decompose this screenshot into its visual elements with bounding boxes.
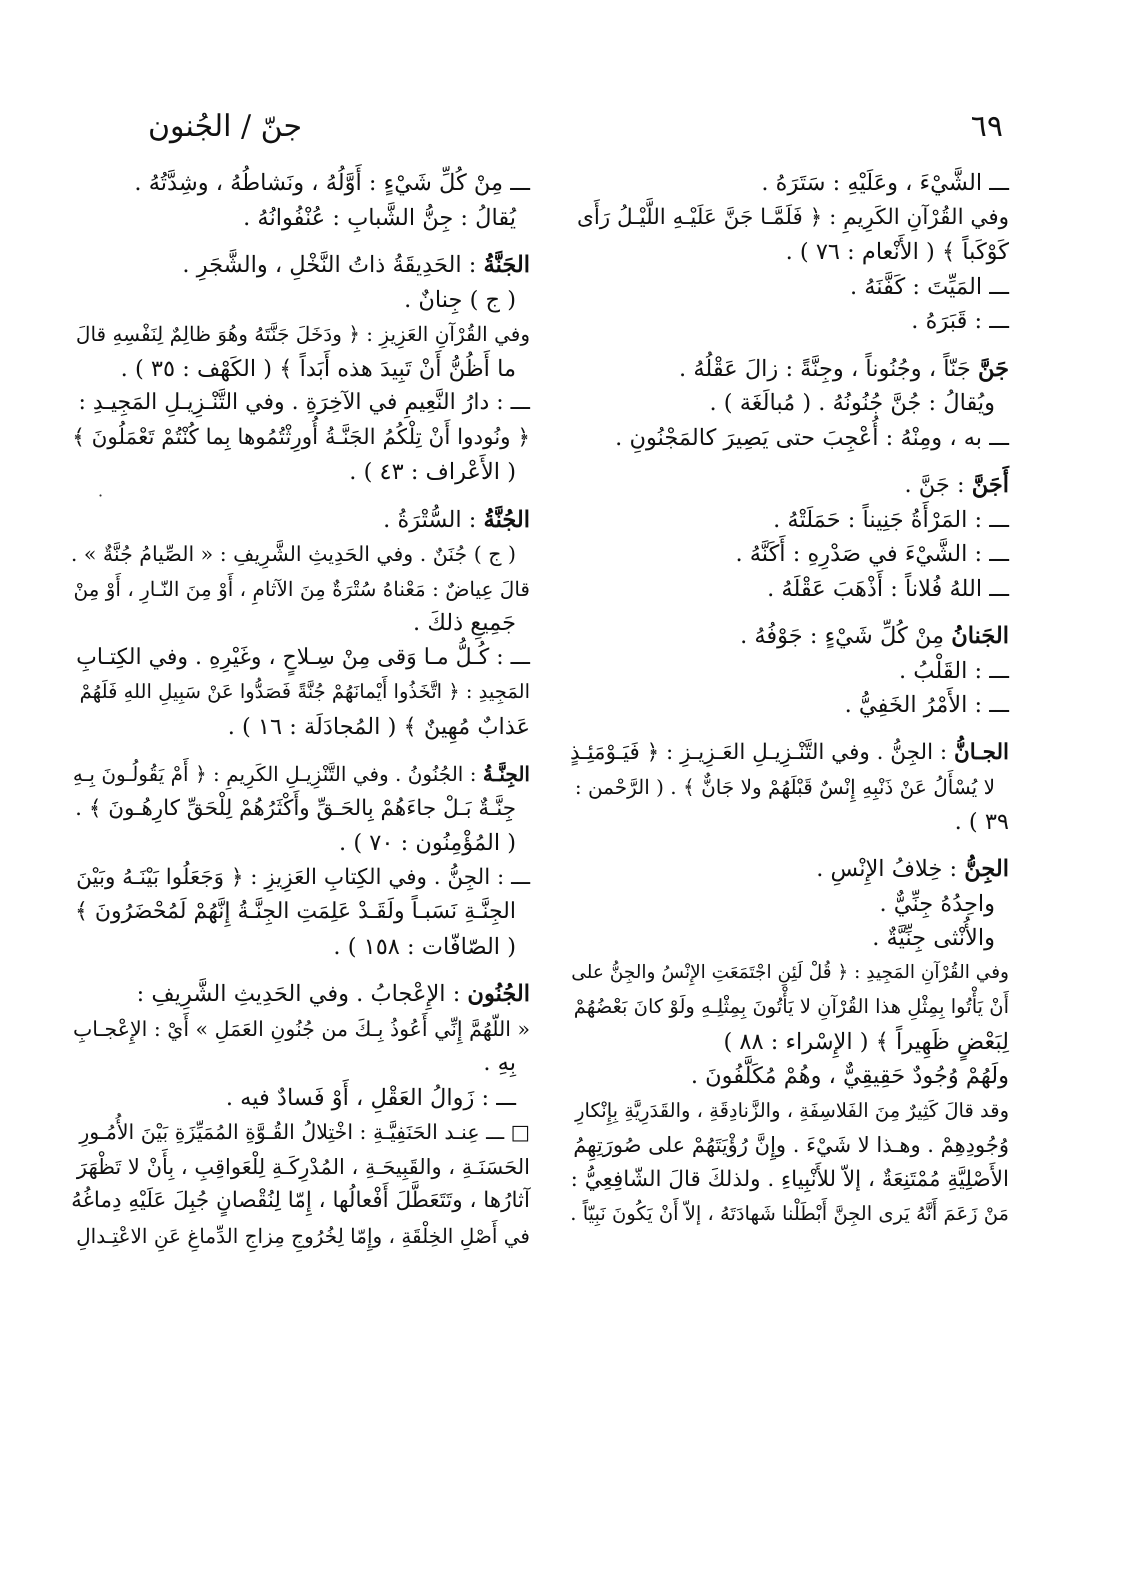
text-line [569,1059,1009,1094]
dictionary-entry [70,503,530,745]
line-text: الحَسَنَـةِ ، والقَبِيحَـةِ ، المُدْرِكَـةِ لِلْعَواقِبِ ، بِأَنْ لا تَظْهَرَ [76,1154,530,1179]
line-text: ـــ مِنْ كُلِّ شَيْءٍ : أَوَّلُهُ ، ونَشاطُهُ ، وشِدَّتُهُ . [134,170,530,196]
line-text: وقد قالَ كَثِيرٌ مِنَ الفَلاسِفَةِ ، والزَّنادِقَةِ ، والقَدَرِيَّةِ بِإِنْكارِ [575,1098,1009,1122]
text-line [70,503,530,538]
running-header: جنّ / الجُنون [148,109,302,144]
text-line [569,166,1009,201]
line-text: ولَهُمْ وُجُودٌ حَقِيقِيٌّ ، وهُمْ مُكَلَّفُونَ . [690,1063,1009,1089]
text-line [70,930,530,965]
line-text: وفي القُرْآنِ المَجِيدِ : ﴿ قُلْ لَئِنِ اجْتَمَعَتِ الإِنْسُ والجِنُّ على [571,961,1009,983]
line-text: ـــ : الشَّيْءَ في صَدْرِهِ : أَكَنَّهُ . [735,541,1009,567]
text-line [569,270,1009,305]
text-line [70,1184,530,1219]
headword: الجَنَّةُ [483,252,530,278]
text-line [569,201,1009,236]
dictionary-entry [569,468,1009,606]
text-line [70,1046,530,1081]
headword: الجِنُّ [964,856,1009,882]
headword: الجُنَّةُ [483,506,530,533]
text-line [569,921,1009,956]
text-line [70,386,530,421]
text-line [569,421,1009,456]
page-number: ٦٩ [970,109,1003,144]
headword: الجَنانُ [951,623,1009,649]
text-line [70,166,530,201]
line-text: « اللّهُمَّ إِنِّي أَعُوذُ بِـكَ من جُنُونِ العَمَلِ » أَيْ : الإِعْجـابِ [72,1016,530,1041]
line-text: مِنْ كُلِّ شَيْءٍ : جَوْفُهُ . [740,623,952,649]
text-line [70,675,530,710]
text-line [70,1081,530,1116]
line-text: ـــ اللهُ فُلاناً : أَذْهَبَ عَقْلَهُ . [767,575,1009,602]
line-text: ( المُؤْمِنُون : ٧٠ ) . [339,830,516,856]
line-text: ـــ : دارُ النَّعِيمِ في الآخِرَةِ . وفي التَّنْـزِيـلِ المَجِيـدِ : [78,390,530,415]
text-line [70,861,530,896]
line-text: قالَ عِياضٌ : مَعْناهُ سُتْرَةٌ مِنَ الآثامِ ، أَوْ مِنَ النّـارِ ، أَوْ مِنْ [73,576,530,601]
line-text: : الجُنُونُ . وفي التَّنْزِيـلِ الكَرِيمِ : ﴿ أَمْ يَقُولُـونَ بِـهِ [72,762,483,786]
headword: أَجَنَّ [971,472,1009,498]
text-line [70,1150,530,1185]
line-text: ( الأَعْراف : ٤٣ ) . [349,459,516,485]
text-line [70,1219,530,1254]
line-text: : الإِعْجابُ . وفي الحَدِيثِ الشَّرِيفِ : [136,981,468,1007]
line-text: ﴿ ونُودوا أَنْ تِلْكُمُ الجَنَّـةُ أُورِثْتُمُوها بِما كُنْتُمْ تَعْمَلُونَ ﴾ [72,424,530,450]
line-text: بِهِ . [483,1050,516,1076]
line-text: ـــ الشَّيْءَ ، وعَلَيْهِ : سَتَرَهُ . [761,170,1009,196]
line-text: وفي القُرْآنِ الكَرِيمِ : ﴿ فَلَمَّـا جَنَّ عَلَيْـهِ اللَّيْـلُ رَأَى [577,204,1009,230]
text-line [70,537,530,572]
left-column [70,166,530,1266]
headword: جَنَّ [977,355,1009,382]
line-text: المَجِيدِ : ﴿ اتَّخَذُوا أَيْمانَهُمْ جُنَّةً فَصَدُّوا عَنْ سَبِيلِ اللهِ فَلَهُمْ [79,680,530,703]
line-text: وفي القُرْآنِ العَزِيزِ : ﴿ ودَخَلَ جَنَّتَهُ وهُوَ ظالِمٌ لِنَفْسِهِ قالَ [75,322,530,346]
text-line [569,852,1009,887]
line-text: ـــ : زَوالُ العَقْلِ ، أَوْ فَسادٌ فيه . [225,1084,516,1111]
text-line [70,455,530,490]
line-text: الأَصْلِيَّةِ مُمْتَنِعَةٌ ، إلاّ للأَنْبِياءِ . ولذلكَ قالَ الشّافِعِيُّ : [570,1166,1009,1192]
line-text: جِنَّـةٌ بَـلْ جاءَهُمْ بِالحَـقِّ وأَكْثَرُهُمْ لِلْحَقِّ كارِهُـونَ ﴾ . [75,795,516,821]
text-line [70,421,530,456]
text-line [569,805,1009,840]
text-line [70,606,530,641]
text-line [70,283,530,318]
text-line [70,977,530,1012]
text-line [569,1094,1009,1129]
text-line [569,736,1009,771]
text-line [569,887,1009,922]
line-text: لا يُسْأَلُ عَنْ ذَنْبِهِ إِنْسٌ قَبْلَهُمْ ولا جَانٌّ ﴾ . ( الرَّحْمن : [574,775,995,799]
line-text: ـــ به ، ومِنْهُ : أُعْجِبَ حتى يَصِيرَ كالمَجْنُونِ . [615,424,1009,451]
text-line [569,537,1009,572]
line-text: ـــ : قَبَرَهُ . [911,308,1009,334]
text-line [569,572,1009,607]
text-line [70,895,530,930]
text-line [70,317,530,352]
line-text: جَمِيعِ ذلكَ . [413,610,516,636]
dictionary-entry [70,166,530,235]
right-column [569,166,1009,1245]
text-line [569,990,1009,1025]
text-line [70,248,530,283]
text-line [70,201,530,236]
dictionary-entry [569,166,1009,339]
headword: الجـانُّ [953,739,1009,765]
line-text: : خِلافُ الإِنْسِ . [816,856,965,882]
headword: الجُنُون [467,981,530,1007]
text-line [569,235,1009,270]
dictionary-entry [569,352,1009,456]
text-line [70,710,530,745]
line-text: ما أَظُنُّ أَنْ تَبِيدَ هذه أَبَداً ﴾ ( الكَهْف : ٣٥ ) . [120,355,516,382]
text-line [569,386,1009,421]
line-text: : الجِنُّ . وفي التَّنْـزِيـلِ العَـزِيـزِ : ﴿ فَيَـوْمَئِـذٍ [569,739,954,765]
line-text: الجِنَّـةِ نَسَبـاً ولَقَـدْ عَلِمَتِ الجِنَّـةُ إِنَّهُمْ لَمُحْضَرُونَ ﴾ [75,899,516,924]
dictionary-entry [70,977,530,1253]
text-line [70,826,530,861]
text-line [70,1115,530,1150]
line-text: أَنْ يَأْتُوا بِمِثْلِ هذا القُرْآنِ لا يَأْتُونَ بِمِثْلِـهِ ولَوْ كانَ بَعْضُهُمْ [573,995,1009,1018]
text-line [70,352,530,387]
text-line [569,688,1009,723]
text-line [569,654,1009,689]
line-text: في أَصْلِ الخِلْقَةِ ، وإِمّا لِخُرُوجِ مِزاجِ الدِّماغِ عَنِ الاعْتِـدالِ [76,1223,530,1248]
line-text: وُجُودِهِمْ . وهـذا لا شَيْءَ . وإِنَّ رُؤْيَتَهُمْ على صُورَتِهِمُ [573,1133,1009,1157]
line-text: ـــ المَيِّتَ : كَفَّنَهُ . [849,273,1009,300]
line-text: آثارُها ، وتَتَعَطَّلَ أَفْعالُها ، إِمّا لِنُقْصانٍ جُبِلَ عَلَيْهِ دِماغُهُ [71,1188,530,1213]
line-text: عَذابٌ مُهِينٌ ﴾ ( المُجادَلَة : ١٦ ) . [227,713,530,740]
line-text: ٣٩ ) . [954,808,1009,835]
text-line [70,757,530,792]
dictionary-entry [569,736,1009,840]
text-line [70,1012,530,1047]
line-text: كَوْكَباً ﴾ ( الأَنْعام : ٧٦ ) . [785,239,1009,265]
headword: الجِنَّـةُ [482,762,530,786]
line-text: يُقالُ : جِنُّ الشَّبابِ : عُنْفُوانُهُ . [243,204,516,231]
text-line [569,503,1009,538]
text-line [70,641,530,676]
text-line [569,304,1009,339]
text-line [569,352,1009,387]
text-line [569,770,1009,805]
line-text: ـــ : الجِنُّ . وفي الكِتابِ العَزِيزِ : ﴿ وَجَعَلُوا بَيْنَـهُ وبَيْنَ [76,864,530,890]
dictionary-entry [569,619,1009,723]
margin-mark: · [98,486,104,505]
line-text: ويُقالُ : جُنَّ جُنُونُهُ . ( مُبالَغَة ) . [709,390,995,416]
text-line [569,1128,1009,1163]
line-text: ـــ : كُـلُّ مـا وَقى مِنْ سِـلاحٍ ، وغَيْرِهِ . وفي الكِتـابِ [76,644,530,670]
line-text: واحِدُهُ جِنِّيٌّ . [879,890,995,917]
line-text: ـــ : الأَمْرُ الخَفِيُّ . [844,692,1009,718]
dictionary-entry [569,852,1009,1232]
text-line [569,1163,1009,1198]
text-line [569,619,1009,654]
line-text: لِبَعْضٍ ظَهِيراً ﴾ ( الإِسْراء : ٨٨ ) [723,1028,1009,1055]
line-text: ( ج ) جِنانٌ . [404,286,516,313]
text-line [569,468,1009,503]
line-text: والأُنْثى جِنِّيَّةٌ . [872,925,995,951]
line-text: : السُّتْرَةُ . [383,506,484,533]
dictionary-entry [70,248,530,490]
line-text: ( ج ) جُنَنٌ . وفي الحَدِيثِ الشَّرِيفِ : « الصِّيامُ جُنَّةٌ » . [70,542,516,566]
dictionary-entry [70,757,530,964]
text-line [70,792,530,827]
line-text: مَنْ زَعَمَ أَنَّهُ يَرى الجِنَّ أَبْطَلْنا شَهادَتَهُ ، إلاّ أَنْ يَكُونَ نَبِيّاً . [570,1202,1009,1225]
text-line [569,1197,1009,1232]
line-text: ( الصّافّات : ١٥٨ ) . [333,933,516,960]
text-line [569,1025,1009,1060]
line-text: ـــ : القَلْبُ . [899,657,1009,684]
line-text: □ ـــ عِنـد الحَنَفِيَّـةِ : اخْتِلالُ القُـوَّةِ المُمَيِّزَةِ بَيْنَ الأُمُـورِ [79,1120,530,1144]
line-text: جَنّاً ، وجُنُوناً ، وجِنَّةً : زالَ عَقْلُهُ . [679,355,978,382]
text-line [70,572,530,607]
line-text: ـــ : المَرْأَةُ جَنِيناً : حَمَلَتْهُ . [773,506,1009,533]
text-line [569,956,1009,991]
line-text: : الحَدِيقَةُ ذاتُ النَّخْلِ ، والشَّجَرِ . [182,252,484,278]
line-text: : جَنَّ . [904,472,972,498]
